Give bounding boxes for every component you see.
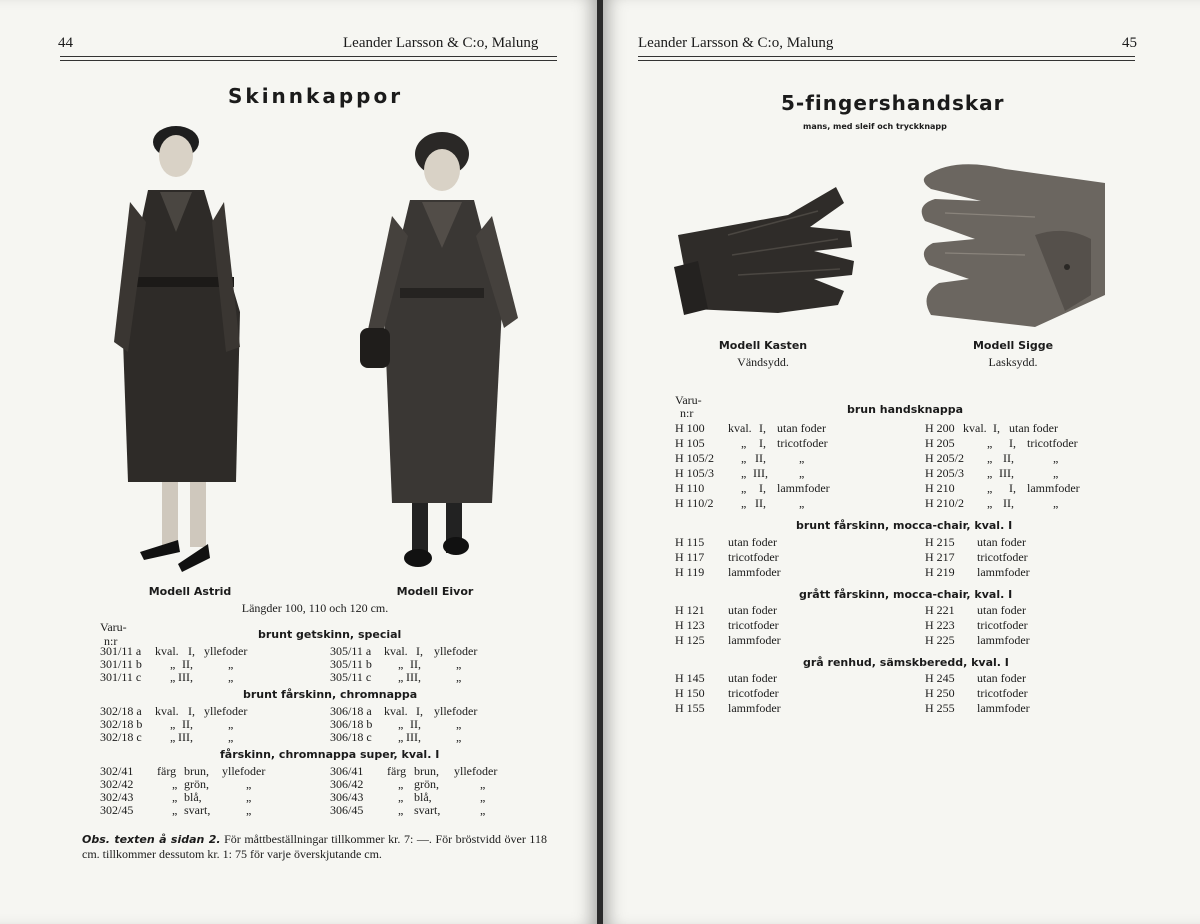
varu-label: n:r bbox=[104, 634, 118, 648]
footnote bbox=[82, 832, 547, 861]
page-title: Skinnkappor bbox=[228, 84, 404, 108]
page-title: 5-fingershandskar bbox=[781, 91, 1005, 115]
table-row: H 155 lammfoder H 255 lammfoder bbox=[675, 701, 1030, 715]
table-row: H 105/3 „ III, „ H 205/3 „ III, „ bbox=[675, 466, 1059, 480]
footnote-text: För måttbeställningar tillkommer kr. 7: —. För bröstvidd över 118 cm. tillkommer dessutom kr. 1: 75 för varje överskjutande cm. bbox=[82, 832, 547, 861]
table-row: 302/18 c „ III, „ 306/18 c „ III, „ bbox=[100, 730, 462, 744]
model-caption-astrid: Modell Astrid bbox=[148, 585, 232, 598]
varu-label: Varu- bbox=[100, 620, 127, 634]
table-row: 301/11 c „ III, „ 305/11 c „ III, „ bbox=[100, 670, 462, 684]
model-desc-kasten: Vändsydd. bbox=[737, 355, 789, 369]
header-rule bbox=[60, 56, 557, 61]
table-row: 301/11 b „ II, „ 305/11 b „ II, „ bbox=[100, 657, 462, 671]
model-caption-eivor: Modell Eivor bbox=[396, 585, 474, 598]
table-row: 302/42 „ grön, „ 306/42 „ grön, „ bbox=[100, 777, 486, 791]
table-row: 302/43 „ blå, „ 306/43 „ blå, „ bbox=[100, 790, 486, 804]
table-row: 301/11 a kval. I, yllefoder 305/11 a kval. I, yllefoder bbox=[100, 644, 478, 658]
table-row: H 100 kval. I, utan foder H 200 kval. I, utan foder bbox=[675, 421, 1058, 435]
table-row: H 125 lammfoder H 225 lammfoder bbox=[675, 633, 1030, 647]
table-row: H 105/2 „ II, „ H 205/2 „ II, „ bbox=[675, 451, 1059, 465]
page-number: 45 bbox=[1122, 35, 1137, 51]
group-heading: grå renhud, sämskberedd, kval. I bbox=[803, 656, 1009, 669]
table-row: H 110 „ I, lammfoder H 210 „ I, lammfoder bbox=[675, 481, 1080, 495]
running-head: Leander Larsson & C:o, Malung bbox=[638, 35, 834, 51]
lengths-note: Längder 100, 110 och 120 cm. bbox=[241, 601, 389, 615]
model-desc-sigge: Lasksydd. bbox=[988, 355, 1038, 369]
footnote-emphasis: Obs. texten å sidan 2. bbox=[82, 833, 221, 846]
coat-photo-eivor bbox=[352, 128, 522, 578]
group-heading: brun handsknappa bbox=[847, 403, 964, 416]
table-row: H 150 tricotfoder H 250 tricotfoder bbox=[675, 686, 1028, 700]
table-row: 302/18 b „ II, „ 306/18 b „ II, „ bbox=[100, 717, 462, 731]
varu-label: n:r bbox=[680, 406, 694, 420]
page-number: 44 bbox=[58, 35, 73, 51]
coat-photo-astrid bbox=[100, 112, 260, 587]
table-row: 302/45 „ svart, „ 306/45 „ svart, „ bbox=[100, 803, 486, 817]
model-caption-sigge: Modell Sigge bbox=[972, 339, 1054, 352]
header-rule bbox=[638, 56, 1135, 61]
page-left bbox=[0, 0, 597, 924]
group-heading: brunt fårskinn, chromnappa bbox=[243, 688, 418, 701]
group-heading: grått fårskinn, mocca-chair, kval. I bbox=[799, 588, 1013, 601]
model-caption-kasten: Modell Kasten bbox=[718, 339, 808, 352]
page-right bbox=[603, 0, 1200, 924]
table-row: 302/41 färg brun, yllefoder 306/41 färg brun, yllefoder bbox=[100, 764, 498, 778]
table-row: H 119 lammfoder H 219 lammfoder bbox=[675, 565, 1030, 579]
table-row: H 110/2 „ II, „ H 210/2 „ II, „ bbox=[675, 496, 1059, 510]
page-subtitle: mans, med sleif och tryckknapp bbox=[803, 122, 947, 131]
group-heading: brunt getskinn, special bbox=[258, 628, 402, 641]
table-row: 302/18 a kval. I, yllefoder 306/18 a kval. I, yllefoder bbox=[100, 704, 478, 718]
running-head: Leander Larsson & C:o, Malung bbox=[343, 35, 539, 51]
table-row: H 121 utan foder H 221 utan foder bbox=[675, 603, 1026, 617]
table-row: H 117 tricotfoder H 217 tricotfoder bbox=[675, 550, 1028, 564]
table-row: H 105 „ I, tricotfoder H 205 „ I, tricotfoder bbox=[675, 436, 1078, 450]
glove-photo-sigge bbox=[915, 155, 1110, 335]
group-heading: brunt fårskinn, mocca-chair, kval. I bbox=[796, 519, 1013, 532]
table-row: H 123 tricotfoder H 223 tricotfoder bbox=[675, 618, 1028, 632]
table-row: H 145 utan foder H 245 utan foder bbox=[675, 671, 1026, 685]
table-row: H 115 utan foder H 215 utan foder bbox=[675, 535, 1026, 549]
group-heading: fårskinn, chromnappa super, kval. I bbox=[220, 748, 440, 761]
varu-label: Varu- bbox=[675, 393, 702, 407]
glove-photo-kasten bbox=[668, 175, 858, 325]
